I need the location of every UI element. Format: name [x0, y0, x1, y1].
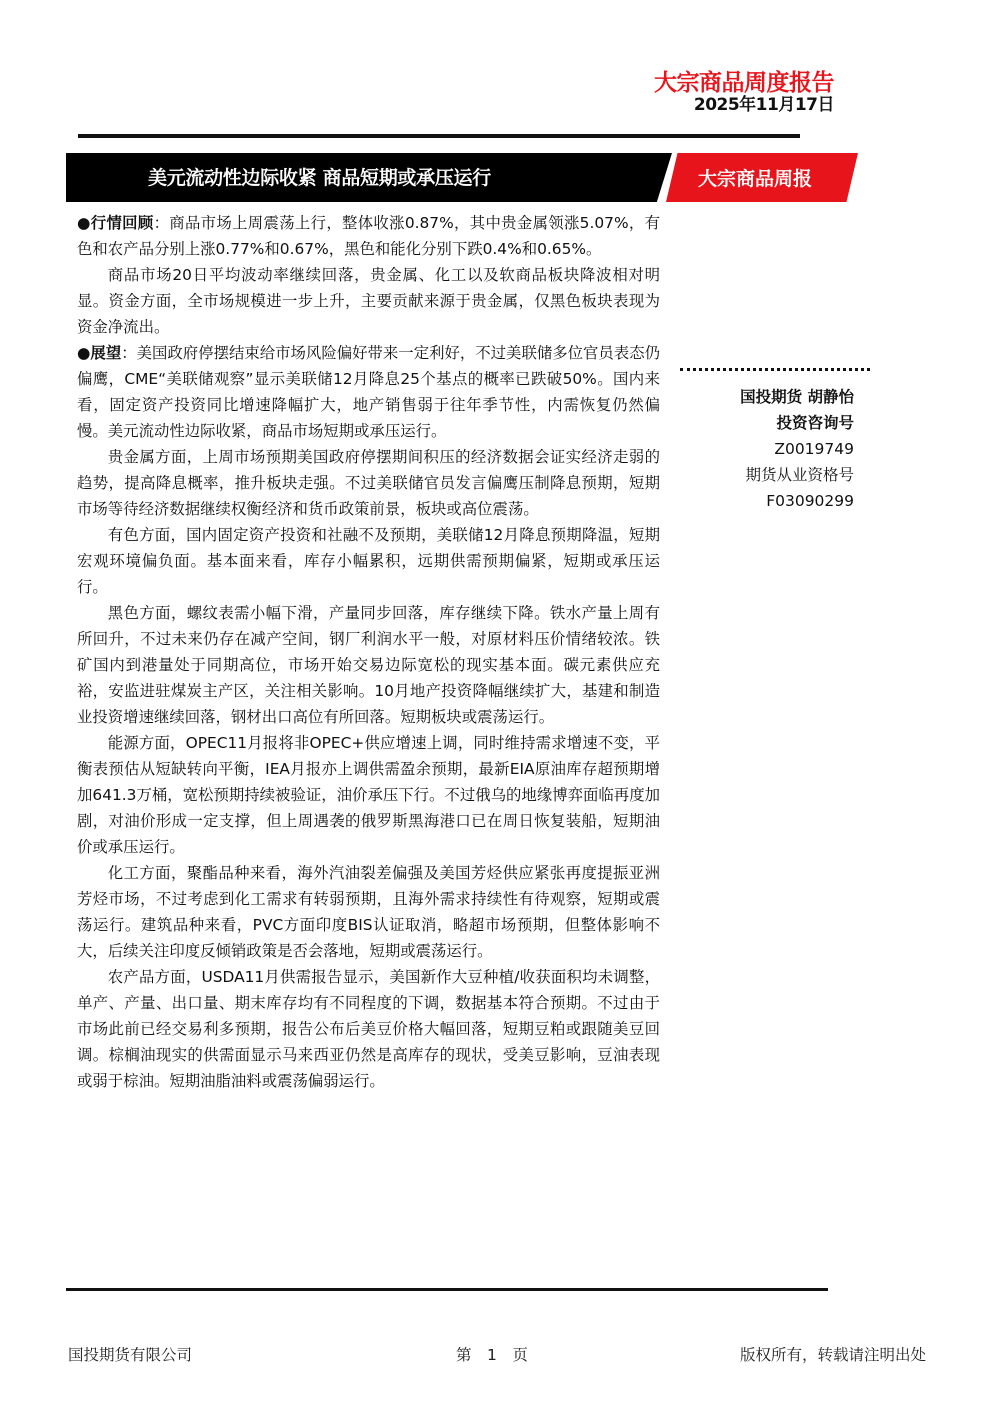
nonferrous-paragraph: 有色方面，国内固定资产投资和社融不及预期，美联储12月降息预期降温，短期宏观环境偏负面。基本面来看，库存小幅累积，远期供需预期偏紧，短期或承压运行。	[77, 526, 660, 596]
author-company-name: 国投期货 胡静怡	[740, 388, 854, 406]
category-tag: 大宗商品周报	[698, 168, 813, 190]
report-type-title: 大宗商品周度报告	[654, 70, 834, 96]
report-date: 2025年11月17日	[693, 95, 834, 115]
ferrous-paragraph: 黑色方面，螺纹表需小幅下滑，产量同步回落，库存继续下降。铁水产量上周有所回升，不过未来仍存在减产空间，钢厂利润水平一般，对原材料压价情绪较浓。铁矿国内到港量处于同期高位，市场开始交易边际宽松的现实基本面。碳元素供应充裕，安监进驻煤炭主产区，关注相关影响。10月地产投资降幅继续扩大，基建和制造业投资增速继续回落，钢材出口高位有所回落。短期板块或震荡运行。	[77, 604, 660, 726]
volatility-funds-paragraph: 商品市场20日平均波动率继续回落，贵金属、化工以及软商品板块降波相对明显。资金方面，全市场规模进一步上升，主要贡献来源于贵金属，仅黑色板块表现为资金净流出。	[77, 266, 660, 336]
outlook-paragraph	[77, 340, 660, 444]
top-divider	[78, 134, 800, 138]
footer-copyright: 版权所有，转载请注明出处	[739, 1346, 926, 1364]
footer-page-number: 第 1 页	[456, 1346, 528, 1364]
outlook-text: ：美国政府停摆结束给市场风险偏好带来一定利好，不过美联储多位官员表态仍偏鹰，CME“美联储观察”显示美联储12月降息25个基点的概率已跌破50%。国内来看，固定资产投资同比增速降幅扩大，地产销售弱于往年季节性，内需恢复仍然偏慢。美元流动性边际收紧，商品市场短期或承压运行。	[77, 344, 660, 440]
market-review-heading: ●行情回顾	[77, 214, 154, 232]
precious-metals-paragraph: 贵金属方面，上周市场预期美国政府停摆期间积压的经济数据会证实经济走弱的趋势，提高降息概率，推升板块走强。不过美联储官员发言偏鹰压制降息预期，短期市场等待经济数据继续权衡经济和货币政策前景，板块或高位震荡。	[77, 448, 660, 518]
futures-qualification-number: F03090299	[766, 492, 854, 510]
futures-qualification-label: 期货从业资格号	[745, 466, 854, 484]
bottom-divider	[66, 1288, 828, 1291]
author-info	[654, 384, 854, 514]
agriculture-paragraph: 农产品方面，USDA11月供需报告显示，美国新作大豆种植/收获面积均未调整，单产、产量、出口量、期末库存均有不同程度的下调，数据基本符合预期。不过由于市场此前已经交易利多预期，报告公布后美豆价格大幅回落，短期豆粕或跟随美豆回调。棕榈油现实的供需面显示马来西亚仍然是高库存的现状，受美豆影响，豆油表现或弱于棕油。短期油脂油料或震荡偏弱运行。	[77, 968, 660, 1090]
market-review-text: ：商品市场上周震荡上行，整体收涨0.87%，其中贵金属领涨5.07%，有色和农产品分别上涨0.77%和0.67%，黑色和能化分别下跌0.4%和0.65%。	[77, 214, 660, 258]
report-headline: 美元流动性边际收紧 商品短期或承压运行	[148, 167, 491, 189]
market-review-paragraph	[77, 210, 660, 262]
investment-consulting-number: Z0019749	[774, 440, 854, 458]
chemicals-paragraph: 化工方面，聚酯品种来看，海外汽油裂差偏强及美国芳烃供应紧张再度提振亚洲芳烃市场，不过考虑到化工需求有转弱预期，且海外需求持续性有待观察，短期或震荡运行。建筑品种来看，PVC方面印度BIS认证取消，略超市场预期，但整体影响不大，后续关注印度反倾销政策是否会落地，短期或震荡运行。	[77, 864, 660, 960]
investment-consulting-label: 投资咨询号	[776, 414, 854, 432]
report-body	[77, 210, 660, 1094]
author-dotted-divider	[680, 368, 870, 371]
footer-company: 国投期货有限公司	[68, 1346, 193, 1364]
energy-paragraph: 能源方面，OPEC11月报将非OPEC+供应增速上调，同时维持需求增速不变，平衡表预估从短缺转向平衡，IEA月报亦上调供需盈余预期，最新EIA原油库存超预期增加641.3万桶，宽松预期持续被验证，油价承压下行。不过俄乌的地缘博弈面临再度加剧，对油价形成一定支撑，但上周遇袭的俄罗斯黑海港口已在周日恢复装船，短期油价或承压运行。	[77, 734, 660, 856]
outlook-heading: ●展望	[77, 344, 122, 362]
